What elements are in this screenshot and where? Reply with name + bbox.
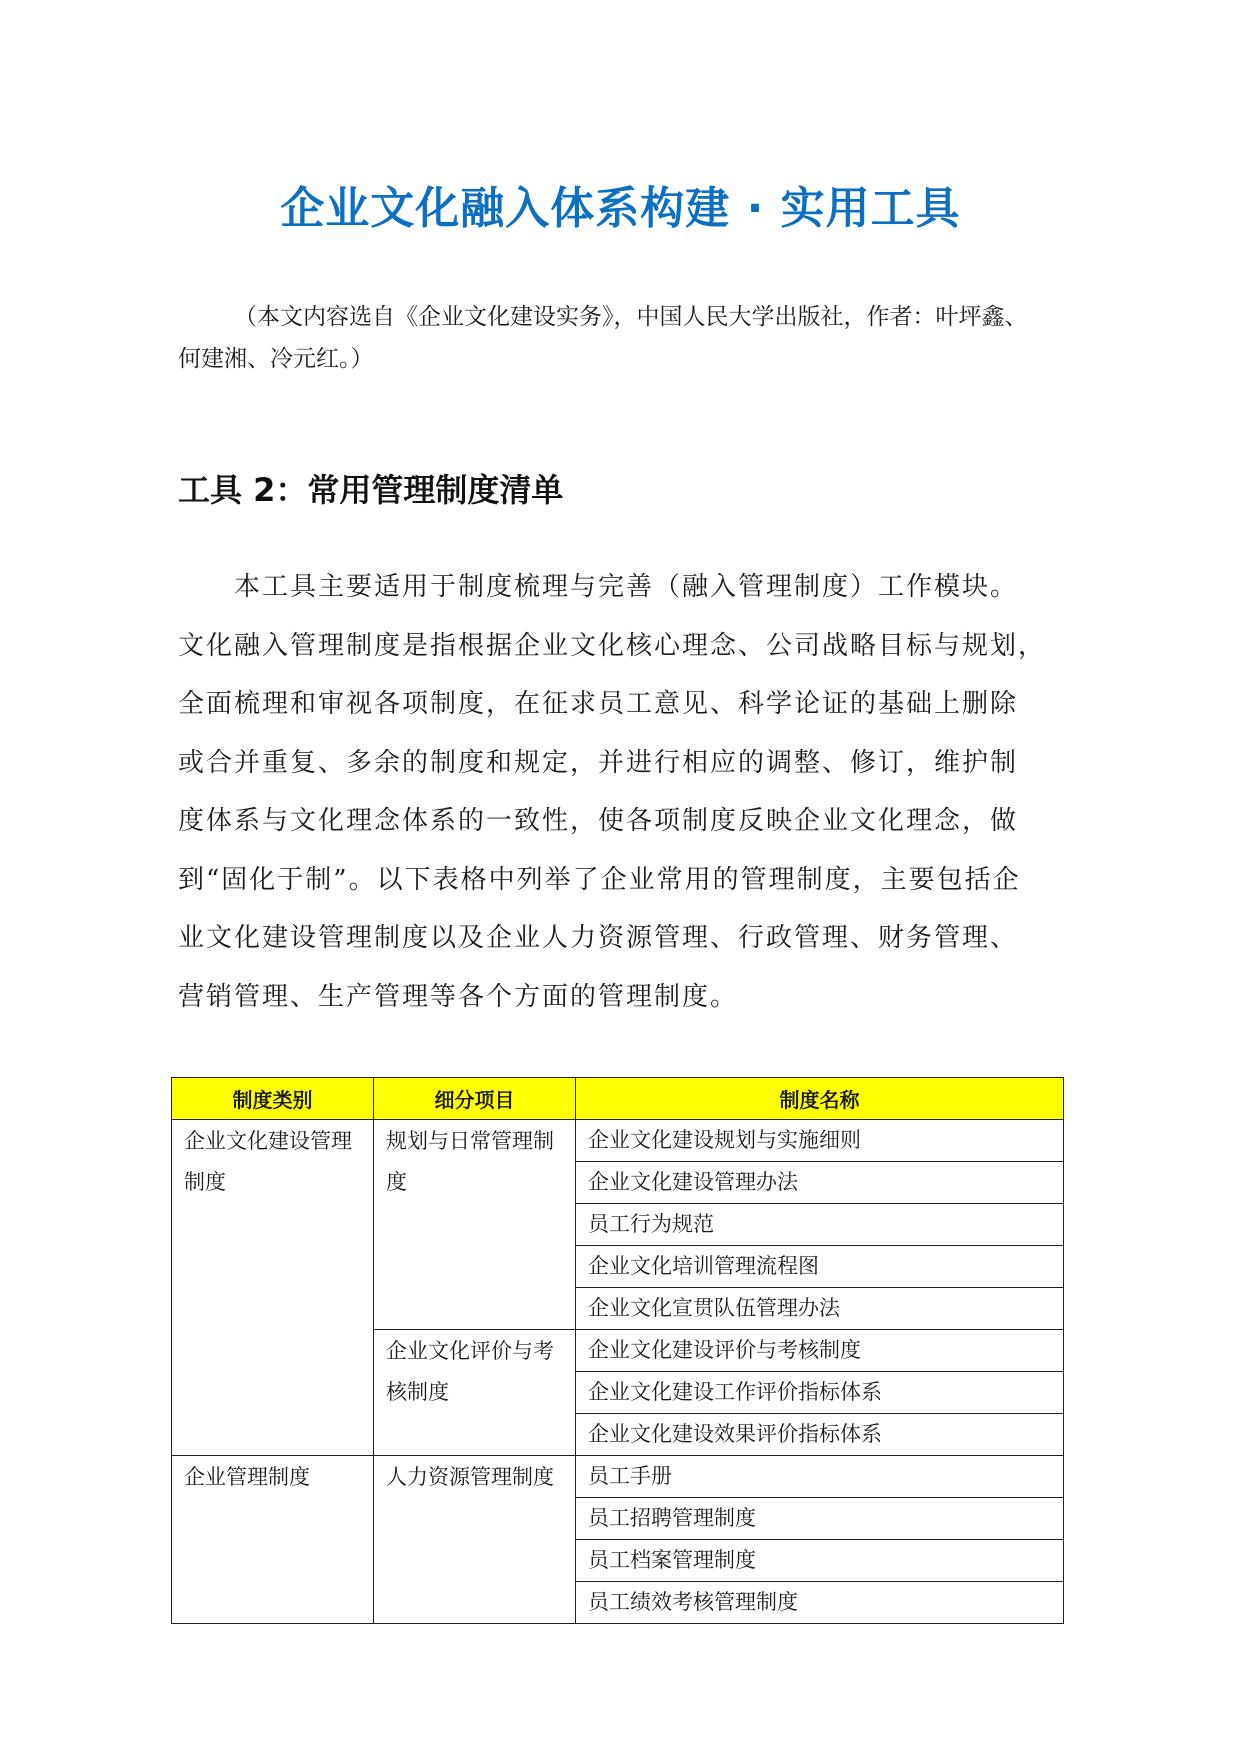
policy-name-cell: 员工手册: [576, 1456, 1064, 1498]
subitem-cell: 人力资源管理制度: [374, 1456, 576, 1624]
header-policy-name: 制度名称: [576, 1078, 1064, 1120]
category-cell: 企业管理制度: [172, 1456, 374, 1624]
policy-name-cell: 企业文化培训管理流程图: [576, 1246, 1064, 1288]
paragraph-line: 本工具主要适用于制度梳理与完善（融入管理制度）工作模块。: [234, 572, 1019, 602]
header-category: 制度类别: [172, 1078, 374, 1120]
source-note: [178, 296, 1078, 380]
section-heading: 工具 2：常用管理制度清单: [178, 471, 564, 509]
paragraph-line: 文化融入管理制度是指根据企业文化核心理念、公司战略目标与规划，: [178, 630, 1047, 661]
table-header-row: [172, 1078, 1064, 1120]
policy-name-cell: 员工绩效考核管理制度: [576, 1582, 1064, 1624]
table-row: [172, 1456, 1064, 1498]
header-subitem: 细分项目: [374, 1078, 576, 1120]
paragraph-line: 或合并重复、多余的制度和规定，并进行相应的调整、修订，维护制: [178, 747, 1019, 778]
category-cell: 企业文化建设管理制度: [172, 1120, 374, 1456]
policy-name-cell: 员工档案管理制度: [576, 1540, 1064, 1582]
paragraph-line: 业文化建设管理制度以及企业人力资源管理、行政管理、财务管理、: [178, 923, 1019, 953]
policy-name-cell: 企业文化宣贯队伍管理办法: [576, 1288, 1064, 1330]
policy-name-cell: 企业文化建设管理办法: [576, 1162, 1064, 1204]
page-title: 企业文化融入体系构建 · 实用工具: [280, 183, 961, 234]
paragraph-line: 度体系与文化理念体系的一致性，使各项制度反映企业文化理念，做: [178, 806, 1019, 836]
policy-name-cell: 企业文化建设评价与考核制度: [576, 1330, 1064, 1372]
source-note-line: 何建湘、冷元红。）: [178, 346, 374, 372]
policy-table: [171, 1077, 1064, 1624]
subitem-cell: 企业文化评价与考核制度: [374, 1330, 576, 1456]
policy-name-cell: 员工招聘管理制度: [576, 1498, 1064, 1540]
policy-name-cell: 企业文化建设工作评价指标体系: [576, 1372, 1064, 1414]
paragraph-line: 营销管理、生产管理等各个方面的管理制度。: [178, 981, 739, 1012]
policy-name-cell: 企业文化建设效果评价指标体系: [576, 1414, 1064, 1456]
source-note-line: （本文内容选自《企业文化建设实务》，中国人民大学出版社，作者：叶坪鑫、: [234, 304, 1028, 330]
paragraph-line: 到“固化于制”。以下表格中列举了企业常用的管理制度，主要包括企: [178, 864, 1021, 895]
policy-name-cell: 员工行为规范: [576, 1204, 1064, 1246]
paragraph-line: 全面梳理和审视各项制度，在征求员工意见、科学论证的基础上删除: [178, 689, 1019, 719]
table-row: [172, 1120, 1064, 1162]
subitem-cell: 规划与日常管理制度: [374, 1120, 576, 1330]
body-paragraph: [178, 558, 1078, 1026]
policy-name-cell: 企业文化建设规划与实施细则: [576, 1120, 1064, 1162]
